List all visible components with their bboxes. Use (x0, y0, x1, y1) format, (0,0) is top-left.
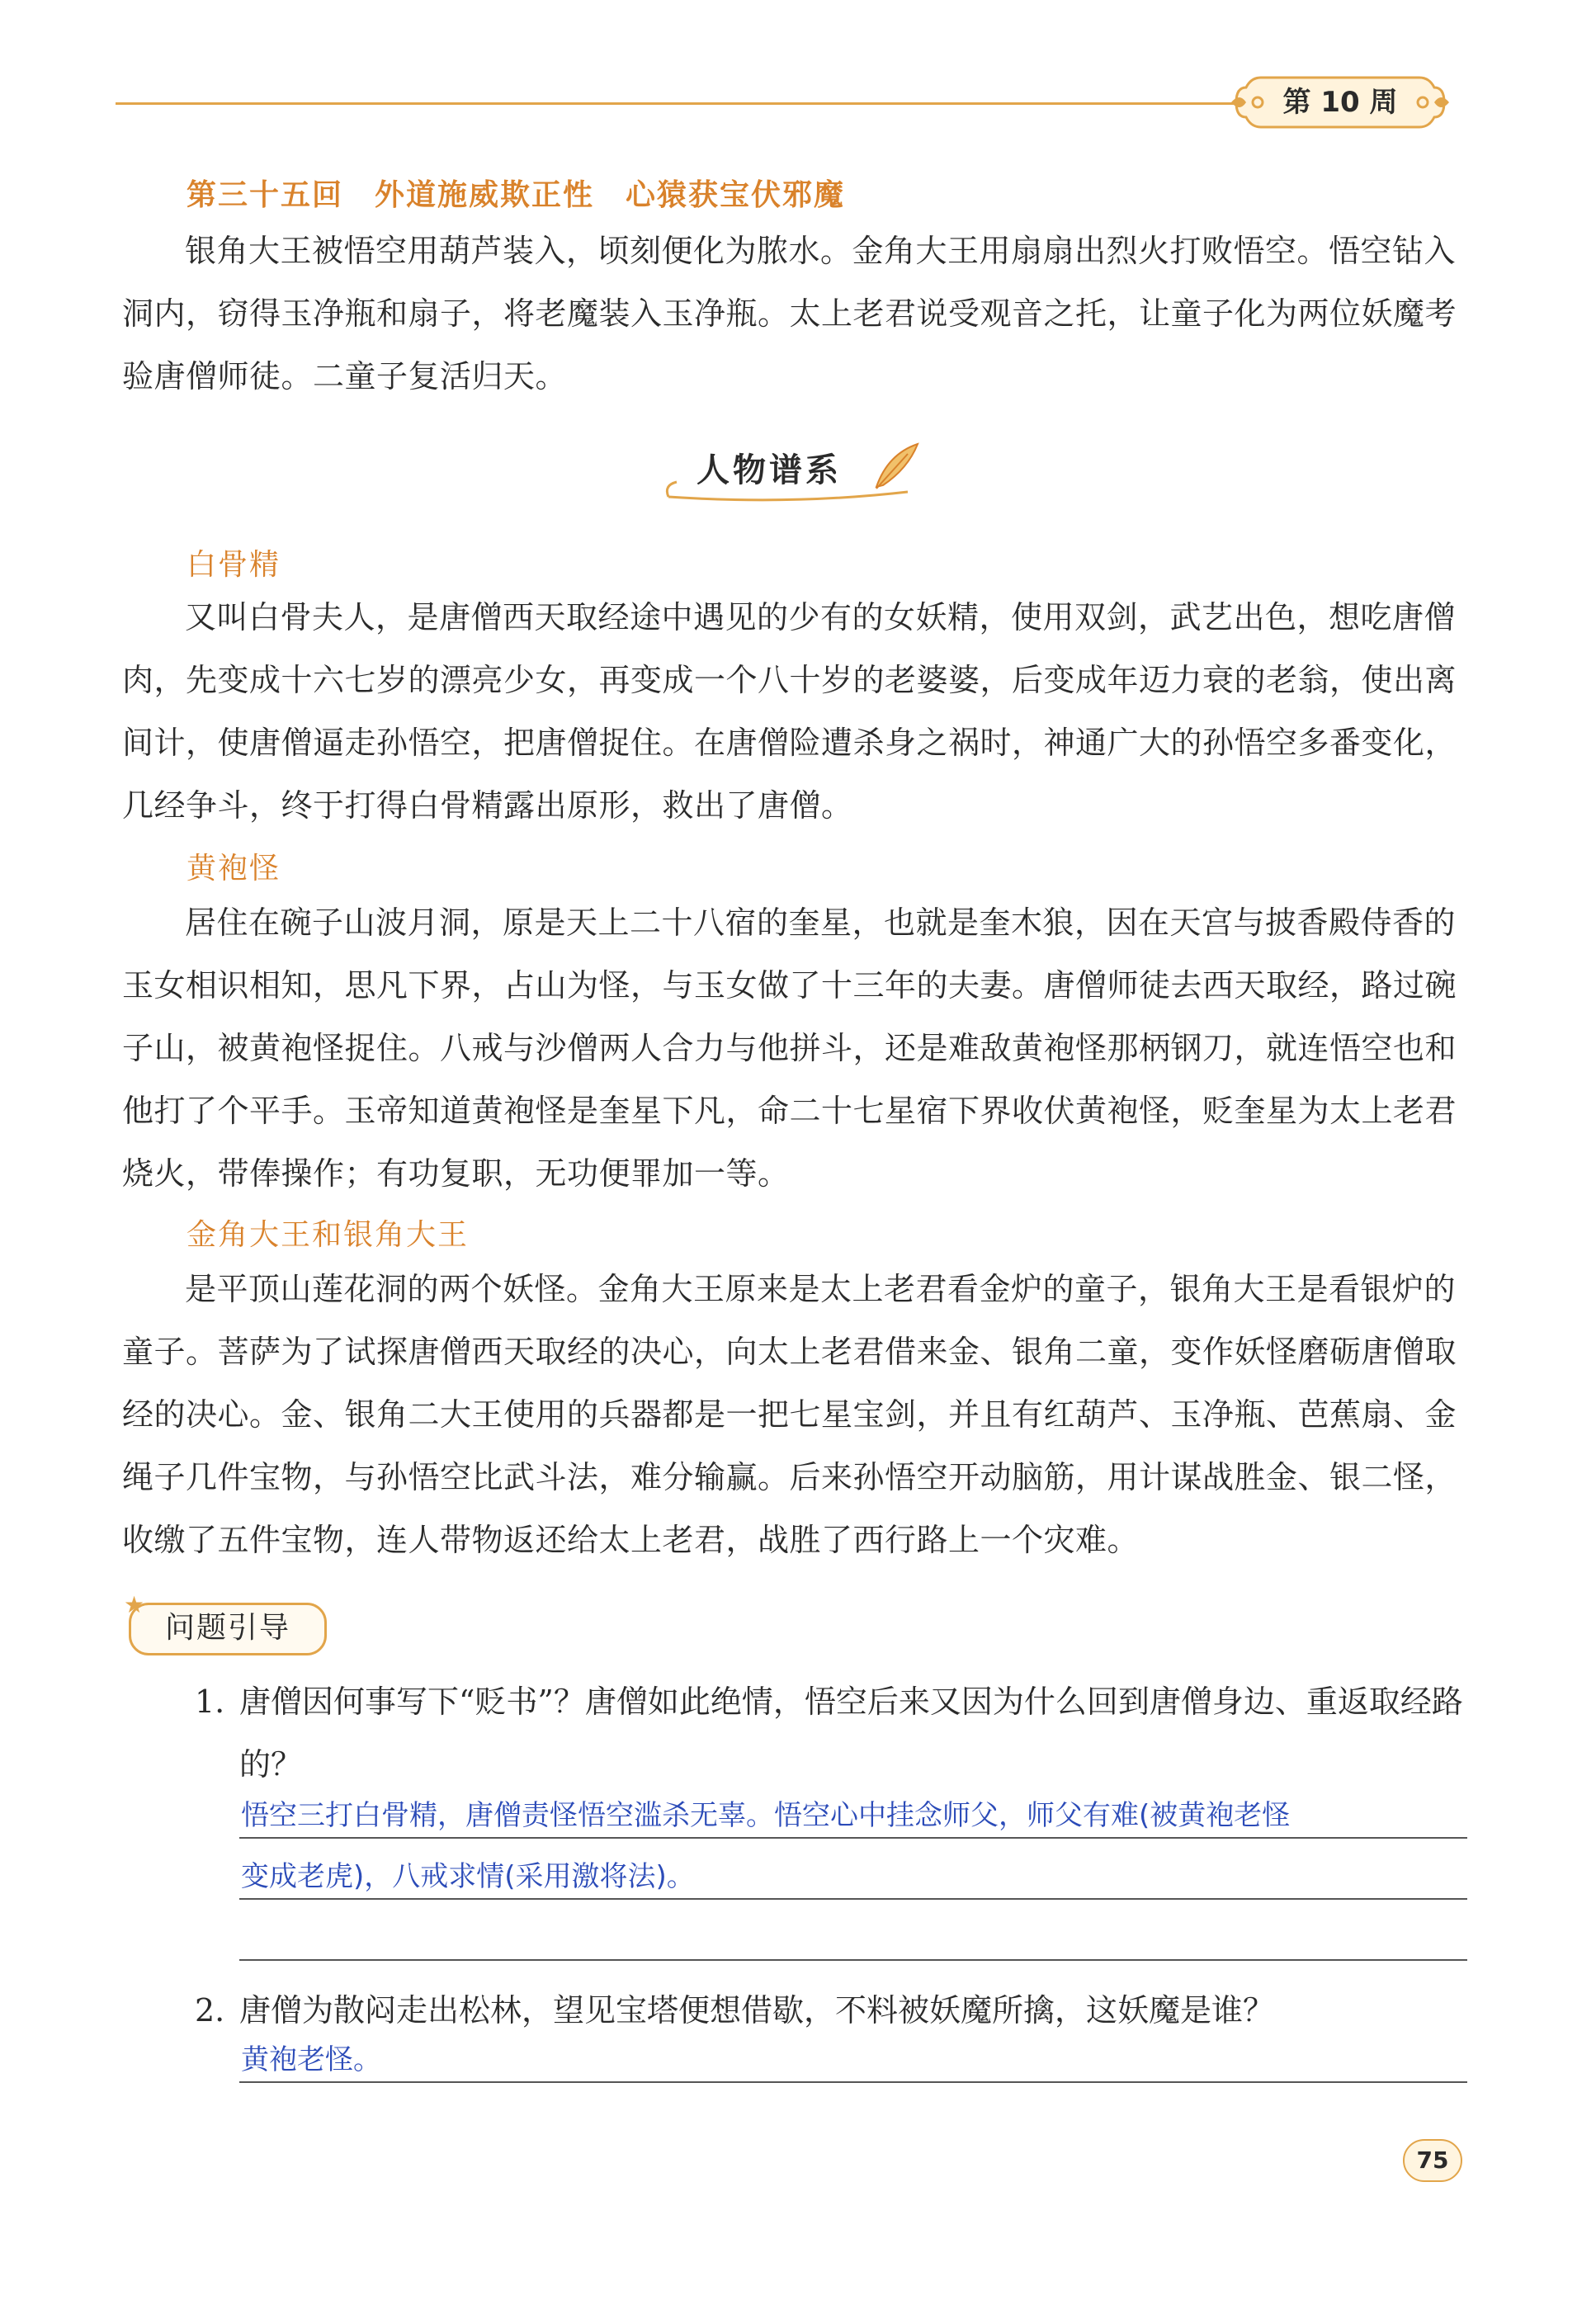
header-rule (116, 102, 1254, 105)
character-name-baigujing: 白骨精 (187, 548, 281, 582)
question-guide-badge (124, 1591, 338, 1659)
chapter-summary: 银角大王被悟空用葫芦装入，顷刻便化为脓水。金角大王用扇扇出烈火打败悟空。悟空钻入洞内，窃得玉净瓶和扇子，将老魔装入玉净瓶。太上老君说受观音之托，让童子化为两位妖魔考验唐僧师徒。二童子复活归天。 (122, 233, 1457, 394)
character-description-jinjiao-yinjiao: 是平顶山莲花洞的两个妖怪。金角大王原来是太上老君看金炉的童子，银角大王是看银炉的童子。菩萨为了试探唐僧西天取经的决心，向太上老君借来金、银角二童，变作妖怪磨砺唐僧取经的决心。金、银角二大王使用的兵器都是一把七星宝剑，并且有红葫芦、玉净瓶、芭蕉扇、金绳子几件宝物，与孙悟空比武斗法，难分输赢。后来孙悟空开动脑筋，用计谋战胜金、银二怪，收缴了五件宝物，连人带物返还给太上老君，战胜了西行路上一个灾难。 (122, 1271, 1457, 1558)
character-name-jinjiao-yinjiao: 金角大王和银角大王 (187, 1218, 470, 1252)
answer-rule (239, 1959, 1467, 1961)
section-title: 人物谱系 (696, 451, 842, 489)
question-number-1: 1. (195, 1684, 225, 1720)
answer-rule (239, 1837, 1467, 1839)
character-description-huangpaoguai: 居住在碗子山波月洞，原是天上二十八宿的奎星，也就是奎木狼，因在天宫与披香殿侍香的玉女相识相知，思凡下界，占山为怪，与玉女做了十三年的夫妻。唐僧师徒去西天取经，路过碗子山，被黄袍怪捉住。八戒与沙僧两人合力与他拼斗，还是难敌黄袍怪那柄钢刀，就连悟空也和他打了个平手。玉帝知道黄袍怪是奎星下凡，命二十七星宿下界收伏黄袍怪，贬奎星为太上老君烧火，带俸操作；有功复职，无功便罪加一等。 (122, 904, 1457, 1192)
answer-1-line-1: 悟空三打白骨精，唐僧责怪悟空滥杀无辜。悟空心中挂念师父，师父有难(被黄袍老怪 (241, 1799, 1291, 1832)
page-number: 75 (1416, 2147, 1449, 2174)
star-icon: ★ (124, 1591, 145, 1618)
section-heading (660, 436, 924, 505)
answer-1-line-2: 变成老虎)，八戒求情(采用激将法)。 (241, 1860, 695, 1893)
question-number-2: 2. (195, 1992, 225, 2028)
question-text-2: 唐僧为散闷走出松林，望见宝塔便想借歇，不料被妖魔所擒，这妖魔是谁？ (239, 1992, 1275, 2028)
week-badge (1228, 69, 1452, 135)
answer-rule (239, 2081, 1467, 2083)
character-name-huangpaoguai: 黄袍怪 (187, 852, 281, 886)
week-label: 第 10 周 (1282, 86, 1398, 119)
page-number-badge (1393, 2136, 1472, 2185)
guide-title: 问题引导 (164, 1611, 290, 1645)
answer-2-line-1: 黄袍老怪。 (241, 2043, 381, 2076)
chapter-title: 第三十五回 外道施威欺正性 心猿获宝伏邪魔 (187, 178, 846, 212)
character-description-baigujing: 又叫白骨夫人，是唐僧西天取经途中遇见的少有的女妖精，使用双剑，武艺出色，想吃唐僧肉，先变成十六七岁的漂亮少女，再变成一个八十岁的老婆婆，后变成年迈力衰的老翁，使出离间计，使唐僧逼走孙悟空，把唐僧捉住。在唐僧险遭杀身之祸时，神通广大的孙悟空多番变化，几经争斗，终于打得白骨精露出原形，救出了唐僧。 (122, 599, 1457, 824)
question-text-1: 唐僧因何事写下“贬书”？唐僧如此绝情，悟空后来又因为什么回到唐僧身边、重返取经路的？ (239, 1684, 1463, 1783)
answer-rule (239, 1898, 1467, 1900)
